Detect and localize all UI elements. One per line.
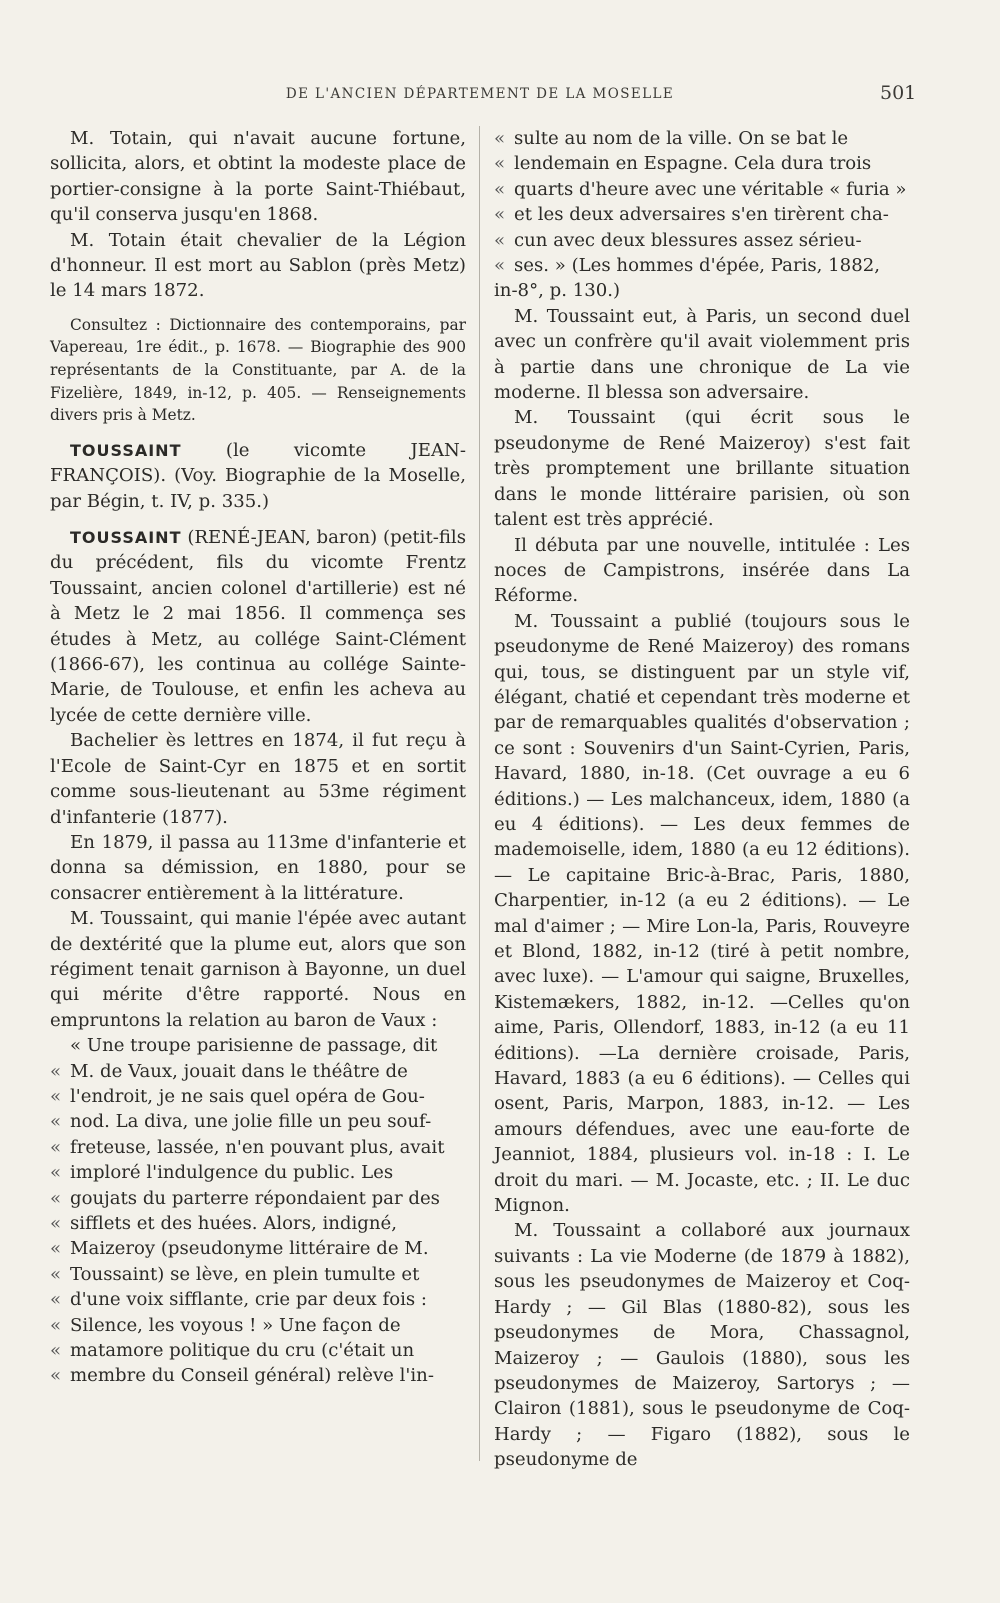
right-column — [494, 126, 910, 1473]
paragraph: M. Toussaint a publié (toujours sous le pseudonyme de René Maizeroy) des romans qui, tous, se distinguent par un style vif, élégant, chatié et cependant très moderne et par de remarquables qualités d'observation ; ce sont : Souvenirs d'un Saint-Cyrien, Paris, Havard, 1880, in-18. (Cet ouvrage a eu 6 éditions.) — Les malchanceux, idem, 1880 (a eu 4 éditions). — Les deux femmes de mademoiselle, idem, 1880 (a eu 12 éditions). — Le capitaine Bric-à-Brac, Paris, 1880, Charpentier, in-12 (a eu 2 éditions). — Le mal d'aimer ; — Mire Lon-la, Paris, Rouveyre et Blond, 1882, in-12 (tiré à petit nombre, avec luxe). — L'amour qui saigne, Bruxelles, Kistemækers, 1882, in-12. —Celles qu'on aime, Paris, Ollendorf, 1883, in-12 (a eu 11 éditions). —La dernière croisade, Paris, Havard, 1883 (a eu 6 éditions). — Celles qui osent, Paris, Marpon, 1883, in-12. — Les amours défendues, avec une eau-forte de Jeanniot, 1884, plusieurs vol. in-18 : I. Le droit du mari. — M. Jocaste, etc. ; II. Le duc Mignon. — [494, 610, 910, 1217]
quote-text: lendemain en Espagne. Cela dura trois — [514, 153, 872, 175]
quote-text: Silence, les voyous ! » Une façon de — [70, 1314, 401, 1336]
quote-mark: « — [50, 1060, 62, 1082]
quote-line — [50, 1109, 466, 1134]
quote-text: freteuse, lassée, n'en pouvant plus, avait — [70, 1136, 445, 1158]
paragraph: En 1879, il passa au 113me d'infanterie et donna sa démission, en 1880, pour se consacrer entièrement à la littérature. — [50, 831, 466, 904]
paragraph: M. Totain était chevalier de la Légion d'honneur. Il est mort au Sablon (près Metz) le 14 mars 1872. — [50, 229, 466, 302]
quote-text: nod. La diva, une jolie fille un peu souf- — [70, 1111, 432, 1133]
citation: in-8°, p. 130.) — [494, 280, 621, 302]
quote-line — [50, 1363, 466, 1388]
quote-line — [50, 1338, 466, 1363]
paragraph: M. Totain, qui n'avait aucune fortune, sollicita, alors, et obtint la modeste place de portier-consigne à la porte Saint-Thiébaut, qu'il conserva jusqu'en 1868. — [50, 128, 466, 226]
quote-block — [494, 126, 910, 278]
quote-text: imploré l'indulgence du public. Les — [70, 1162, 394, 1184]
quote-line — [494, 151, 910, 176]
quote-line — [494, 228, 910, 253]
quote-text: Toussaint) se lève, en plein tumulte et — [70, 1263, 420, 1285]
quote-mark: « — [50, 1238, 62, 1260]
quote-text: quarts d'heure avec une véritable « furia » — [514, 178, 907, 200]
dictionary-entry — [50, 438, 466, 514]
column-divider — [479, 126, 480, 1461]
entry-text: (RENÉ-JEAN, baron) (petit-fils du précédent, fils du vicomte Frentz Toussaint, ancien colonel d'artillerie) est né à Metz le 2 mai 1856. Il commença ses études à Metz, au collége Saint-Clément (1866-67), les continua au collége Sainte-Marie, de Toulouse, et enfin les acheva au lycée de cette dernière ville. — [50, 527, 466, 726]
quote-line — [50, 1135, 466, 1160]
quote-line — [50, 1211, 466, 1236]
paragraph: M. Toussaint eut, à Paris, un second duel avec un confrère qu'il avait violemment pris à partie dans une chronique de La vie moderne. Il blessa son adversaire. — [494, 305, 910, 404]
paragraph: M. Toussaint, qui manie l'épée avec autant de dextérité que la plume eut, alors que son régiment tenait garnison à Bayonne, un duel qui mérite d'être rapporté. Nous en empruntons la relation au baron de Vaux : — [50, 908, 466, 1031]
dictionary-entry — [50, 525, 466, 728]
quote-text: M. de Vaux, jouait dans le théâtre de — [70, 1060, 408, 1082]
quote-line — [50, 1313, 466, 1338]
quote-mark: « — [50, 1111, 62, 1133]
paragraph: M. Toussaint (qui écrit sous le pseudonyme de René Maizeroy) s'est fait très promptement une brillante situation dans le monde littéraire parisien, où son talent est très apprécié. — [494, 407, 910, 531]
quote-line — [494, 177, 910, 202]
quote-mark: « — [50, 1289, 62, 1311]
quote-mark: « — [494, 204, 506, 226]
quote-mark: « — [494, 178, 506, 200]
quote-mark: « — [50, 1162, 62, 1184]
running-head: DE L'ANCIEN DÉPARTEMENT DE LA MOSELLE — [285, 86, 675, 102]
quote-mark: « — [50, 1263, 62, 1285]
quote-text: cun avec deux blessures assez sérieu- — [514, 229, 862, 251]
quote-mark: « — [50, 1213, 62, 1234]
quote-text: goujats du parterre répondaient par des — [70, 1187, 440, 1209]
quote-text: matamore politique du cru (c'était un — [70, 1340, 415, 1362]
quote-line — [50, 1160, 466, 1185]
quote-line — [494, 202, 910, 227]
quote-text: membre du Conseil général) relève l'in- — [70, 1365, 434, 1387]
quote-mark: « — [50, 1314, 62, 1336]
quote-mark: « — [50, 1085, 62, 1107]
paragraph: M. Toussaint a collaboré aux journaux suivants : La vie Moderne (de 1879 à 1882), sous les pseudonymes de Maizeroy et Coq-Hardy ; — Gil Blas (1880-82), sous les pseudonymes de Mora, Chassagnol, Maizeroy ; — Gaulois (1880), sous les pseudonymes de Maizeroy, Sartorys ; — Clairon (1881), sous le pseudonyme de Coq-Hardy ; — Figaro (1882), sous le pseudonyme de — [494, 1220, 910, 1471]
entry-headword: TOUSSAINT — [70, 440, 182, 460]
bibliography-note: Consultez : Dictionnaire des contemporains, par Vapereau, 1re édit., p. 1678. — Biographie des 900 représentants de la Constituante, par A. de la Fizelière, 1849, in-12, p. 405. — Renseignements divers pris à Metz. — [50, 315, 466, 425]
quote-line — [494, 126, 910, 151]
quote-text: Maizeroy (pseudonyme littéraire de M. — [70, 1238, 429, 1260]
quote-mark: « — [494, 255, 506, 277]
entry-headword: TOUSSAINT — [70, 528, 182, 548]
quote-line — [50, 1186, 466, 1211]
left-column — [50, 126, 466, 1389]
quote-line — [50, 1287, 466, 1312]
paragraph: Bachelier ès lettres en 1874, il fut reçu à l'Ecole de Saint-Cyr en 1875 et en sortit comme sous-lieutenant au 53me régiment d'infanterie (1877). — [50, 730, 466, 828]
quote-line — [50, 1236, 466, 1261]
quote-text: l'endroit, je ne sais quel opéra de Gou- — [70, 1085, 425, 1107]
paragraph: Il débuta par une nouvelle, intitulée : Les noces de Campistrons, insérée dans La Réforme. — [494, 534, 910, 607]
quote-mark: « — [50, 1340, 62, 1362]
quote-text: sulte au nom de la ville. On se bat le — [514, 128, 849, 149]
quote-text: et les deux adversaires s'en tirèrent cha- — [514, 204, 889, 226]
quote-text: ses. » (Les hommes d'épée, Paris, 1882, — [514, 255, 880, 277]
quote-mark: « — [494, 153, 506, 175]
quote-mark: « — [494, 128, 506, 149]
quote-text: d'une voix sifflante, crie par deux fois : — [70, 1289, 428, 1311]
entry-text: (le vicomte JEAN-FRANÇOIS). (Voy. Biographie de la Moselle, par Bégin, t. IV, p. 335.) — [50, 439, 466, 512]
quote-mark: « — [50, 1187, 62, 1209]
quote-line — [494, 253, 910, 278]
quote-mark: « — [494, 229, 506, 251]
quote-opening: « Une troupe parisienne de passage, dit — [70, 1035, 438, 1057]
quote-line — [50, 1059, 466, 1084]
quote-mark: « — [50, 1136, 62, 1158]
quote-line — [50, 1084, 466, 1109]
page-number: 501 — [880, 82, 917, 104]
quote-mark: « — [50, 1365, 62, 1387]
quote-block — [50, 1059, 466, 1389]
quote-line — [50, 1262, 466, 1287]
quote-text: sifflets et des huées. Alors, indigné, — [70, 1213, 397, 1234]
